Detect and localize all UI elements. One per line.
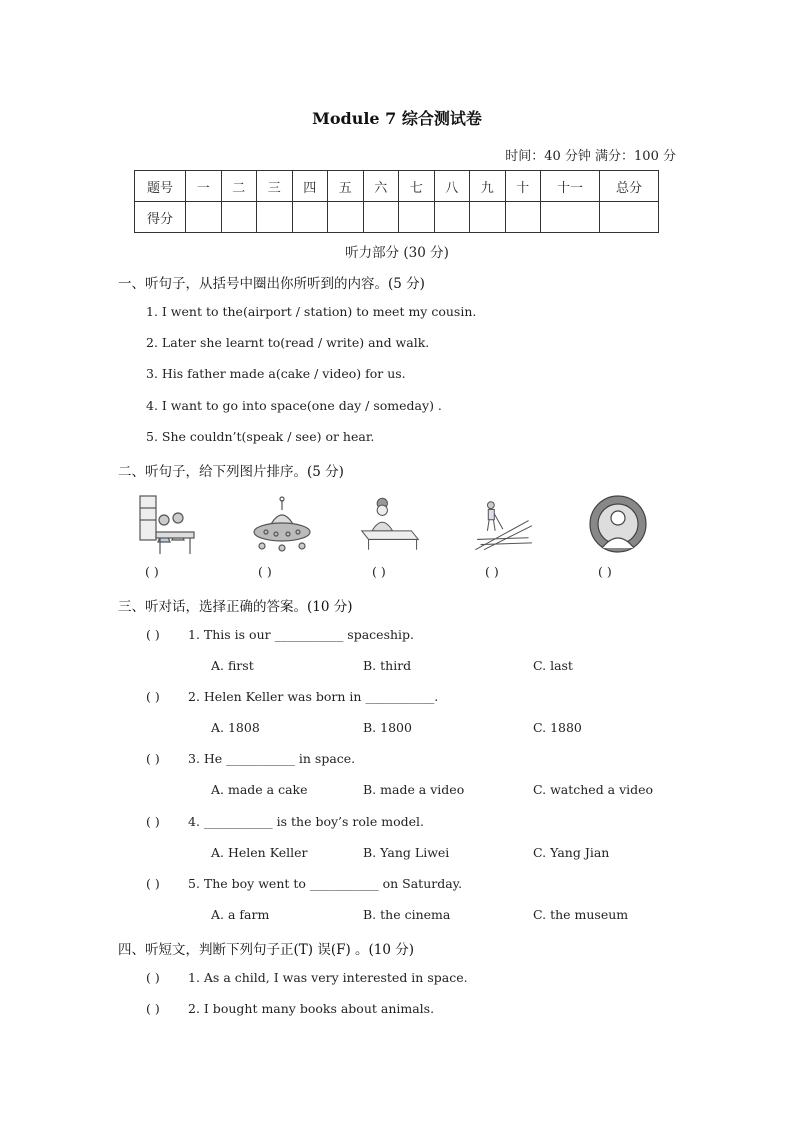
page-title: Module 7 综合测试卷 bbox=[312, 109, 482, 128]
list-item: 2. I bought many books about animals. bbox=[188, 1001, 435, 1016]
score-input-cell[interactable] bbox=[600, 202, 659, 233]
question-text: 1. This is our ___________ spaceship. bbox=[188, 627, 415, 642]
score-input-cell[interactable] bbox=[186, 202, 222, 233]
table-cell: 七 bbox=[399, 171, 435, 202]
score-input-cell[interactable] bbox=[221, 202, 257, 233]
time-score-info: 时间：40 分钟 满分：100 分 bbox=[505, 149, 676, 164]
table-cell: 四 bbox=[292, 171, 328, 202]
listening-section-title: 听力部分 (30 分) bbox=[345, 245, 449, 261]
option-b: B. made a video bbox=[363, 782, 465, 797]
answer-blank[interactable]: ( ) bbox=[146, 751, 160, 766]
answer-blank[interactable]: ( ) bbox=[146, 814, 160, 829]
question-text: 3. He ___________ in space. bbox=[188, 751, 356, 766]
table-cell: 九 bbox=[470, 171, 506, 202]
question-text: 4. ___________ is the boy’s role model. bbox=[188, 814, 425, 829]
section-1-heading: 一、听句子，从括号中圈出你所听到的内容。(5 分) bbox=[118, 276, 425, 292]
option-b: B. the cinema bbox=[363, 907, 451, 922]
option-c: C. 1880 bbox=[533, 720, 582, 735]
list-item: 4. I want to go into space(one day / someday) . bbox=[146, 398, 442, 413]
list-item: 5. She couldn’t(speak / see) or hear. bbox=[146, 429, 375, 444]
table-cell: 题号 bbox=[135, 171, 186, 202]
answer-blank[interactable]: ( ) bbox=[146, 1001, 160, 1016]
answer-blank[interactable]: ( ) bbox=[598, 564, 612, 579]
option-b: B. Yang Liwei bbox=[363, 845, 450, 860]
astronaut-picture bbox=[588, 492, 648, 556]
list-item: 3. His father made a(cake / video) for us. bbox=[146, 366, 406, 381]
option-c: C. watched a video bbox=[533, 782, 654, 797]
section-3-heading: 三、听对话，选择正确的答案。(10 分) bbox=[118, 599, 353, 615]
table-cell: 五 bbox=[328, 171, 364, 202]
score-input-cell[interactable] bbox=[434, 202, 470, 233]
score-input-cell[interactable] bbox=[257, 202, 293, 233]
option-c: C. Yang Jian bbox=[533, 845, 610, 860]
list-item: 2. Later she learnt to(read / write) and walk. bbox=[146, 335, 430, 350]
score-input-cell[interactable] bbox=[328, 202, 364, 233]
answer-blank[interactable]: ( ) bbox=[146, 876, 160, 891]
table-cell: 二 bbox=[221, 171, 257, 202]
score-input-cell[interactable] bbox=[541, 202, 600, 233]
girls-at-table-picture bbox=[136, 492, 196, 556]
answer-blank[interactable]: ( ) bbox=[146, 627, 160, 642]
section-2-heading: 二、听句子，给下列图片排序。(5 分) bbox=[118, 464, 344, 480]
question-text: 2. Helen Keller was born in ___________. bbox=[188, 689, 439, 704]
score-table bbox=[134, 170, 659, 233]
score-input-cell[interactable] bbox=[470, 202, 506, 233]
list-item: 1. As a child, I was very interested in space. bbox=[188, 970, 468, 985]
list-item: 1. I went to the(airport / station) to meet my cousin. bbox=[146, 304, 477, 319]
table-cell: 十一 bbox=[541, 171, 600, 202]
option-b: B. 1800 bbox=[363, 720, 412, 735]
woman-writing-picture bbox=[360, 492, 420, 556]
answer-blank[interactable]: ( ) bbox=[372, 564, 386, 579]
score-input-cell[interactable] bbox=[363, 202, 399, 233]
table-cell: 八 bbox=[434, 171, 470, 202]
table-cell: 一 bbox=[186, 171, 222, 202]
option-a: A. first bbox=[211, 658, 254, 673]
score-input-cell[interactable] bbox=[505, 202, 541, 233]
option-c: C. last bbox=[533, 658, 573, 673]
table-cell: 十 bbox=[505, 171, 541, 202]
boy-walking-picture bbox=[472, 492, 532, 556]
score-input-cell[interactable] bbox=[292, 202, 328, 233]
table-cell: 总分 bbox=[600, 171, 659, 202]
section-4-heading: 四、听短文，判断下列句子正(T) 误(F) 。(10 分) bbox=[118, 942, 415, 958]
table-cell: 三 bbox=[257, 171, 293, 202]
option-a: A. a farm bbox=[211, 907, 270, 922]
answer-blank[interactable]: ( ) bbox=[258, 564, 272, 579]
question-text: 5. The boy went to ___________ on Saturday. bbox=[188, 876, 463, 891]
option-a: A. 1808 bbox=[211, 720, 260, 735]
option-b: B. third bbox=[363, 658, 412, 673]
table-cell: 得分 bbox=[135, 202, 186, 233]
score-table-header-row bbox=[135, 171, 659, 202]
ufo-picture bbox=[252, 492, 312, 556]
option-c: C. the museum bbox=[533, 907, 629, 922]
answer-blank[interactable]: ( ) bbox=[485, 564, 499, 579]
answer-blank[interactable]: ( ) bbox=[146, 970, 160, 985]
option-a: A. made a cake bbox=[211, 782, 308, 797]
option-a: A. Helen Keller bbox=[211, 845, 308, 860]
score-input-cell[interactable] bbox=[399, 202, 435, 233]
score-table-score-row bbox=[135, 202, 659, 233]
answer-blank[interactable]: ( ) bbox=[145, 564, 159, 579]
table-cell: 六 bbox=[363, 171, 399, 202]
answer-blank[interactable]: ( ) bbox=[146, 689, 160, 704]
